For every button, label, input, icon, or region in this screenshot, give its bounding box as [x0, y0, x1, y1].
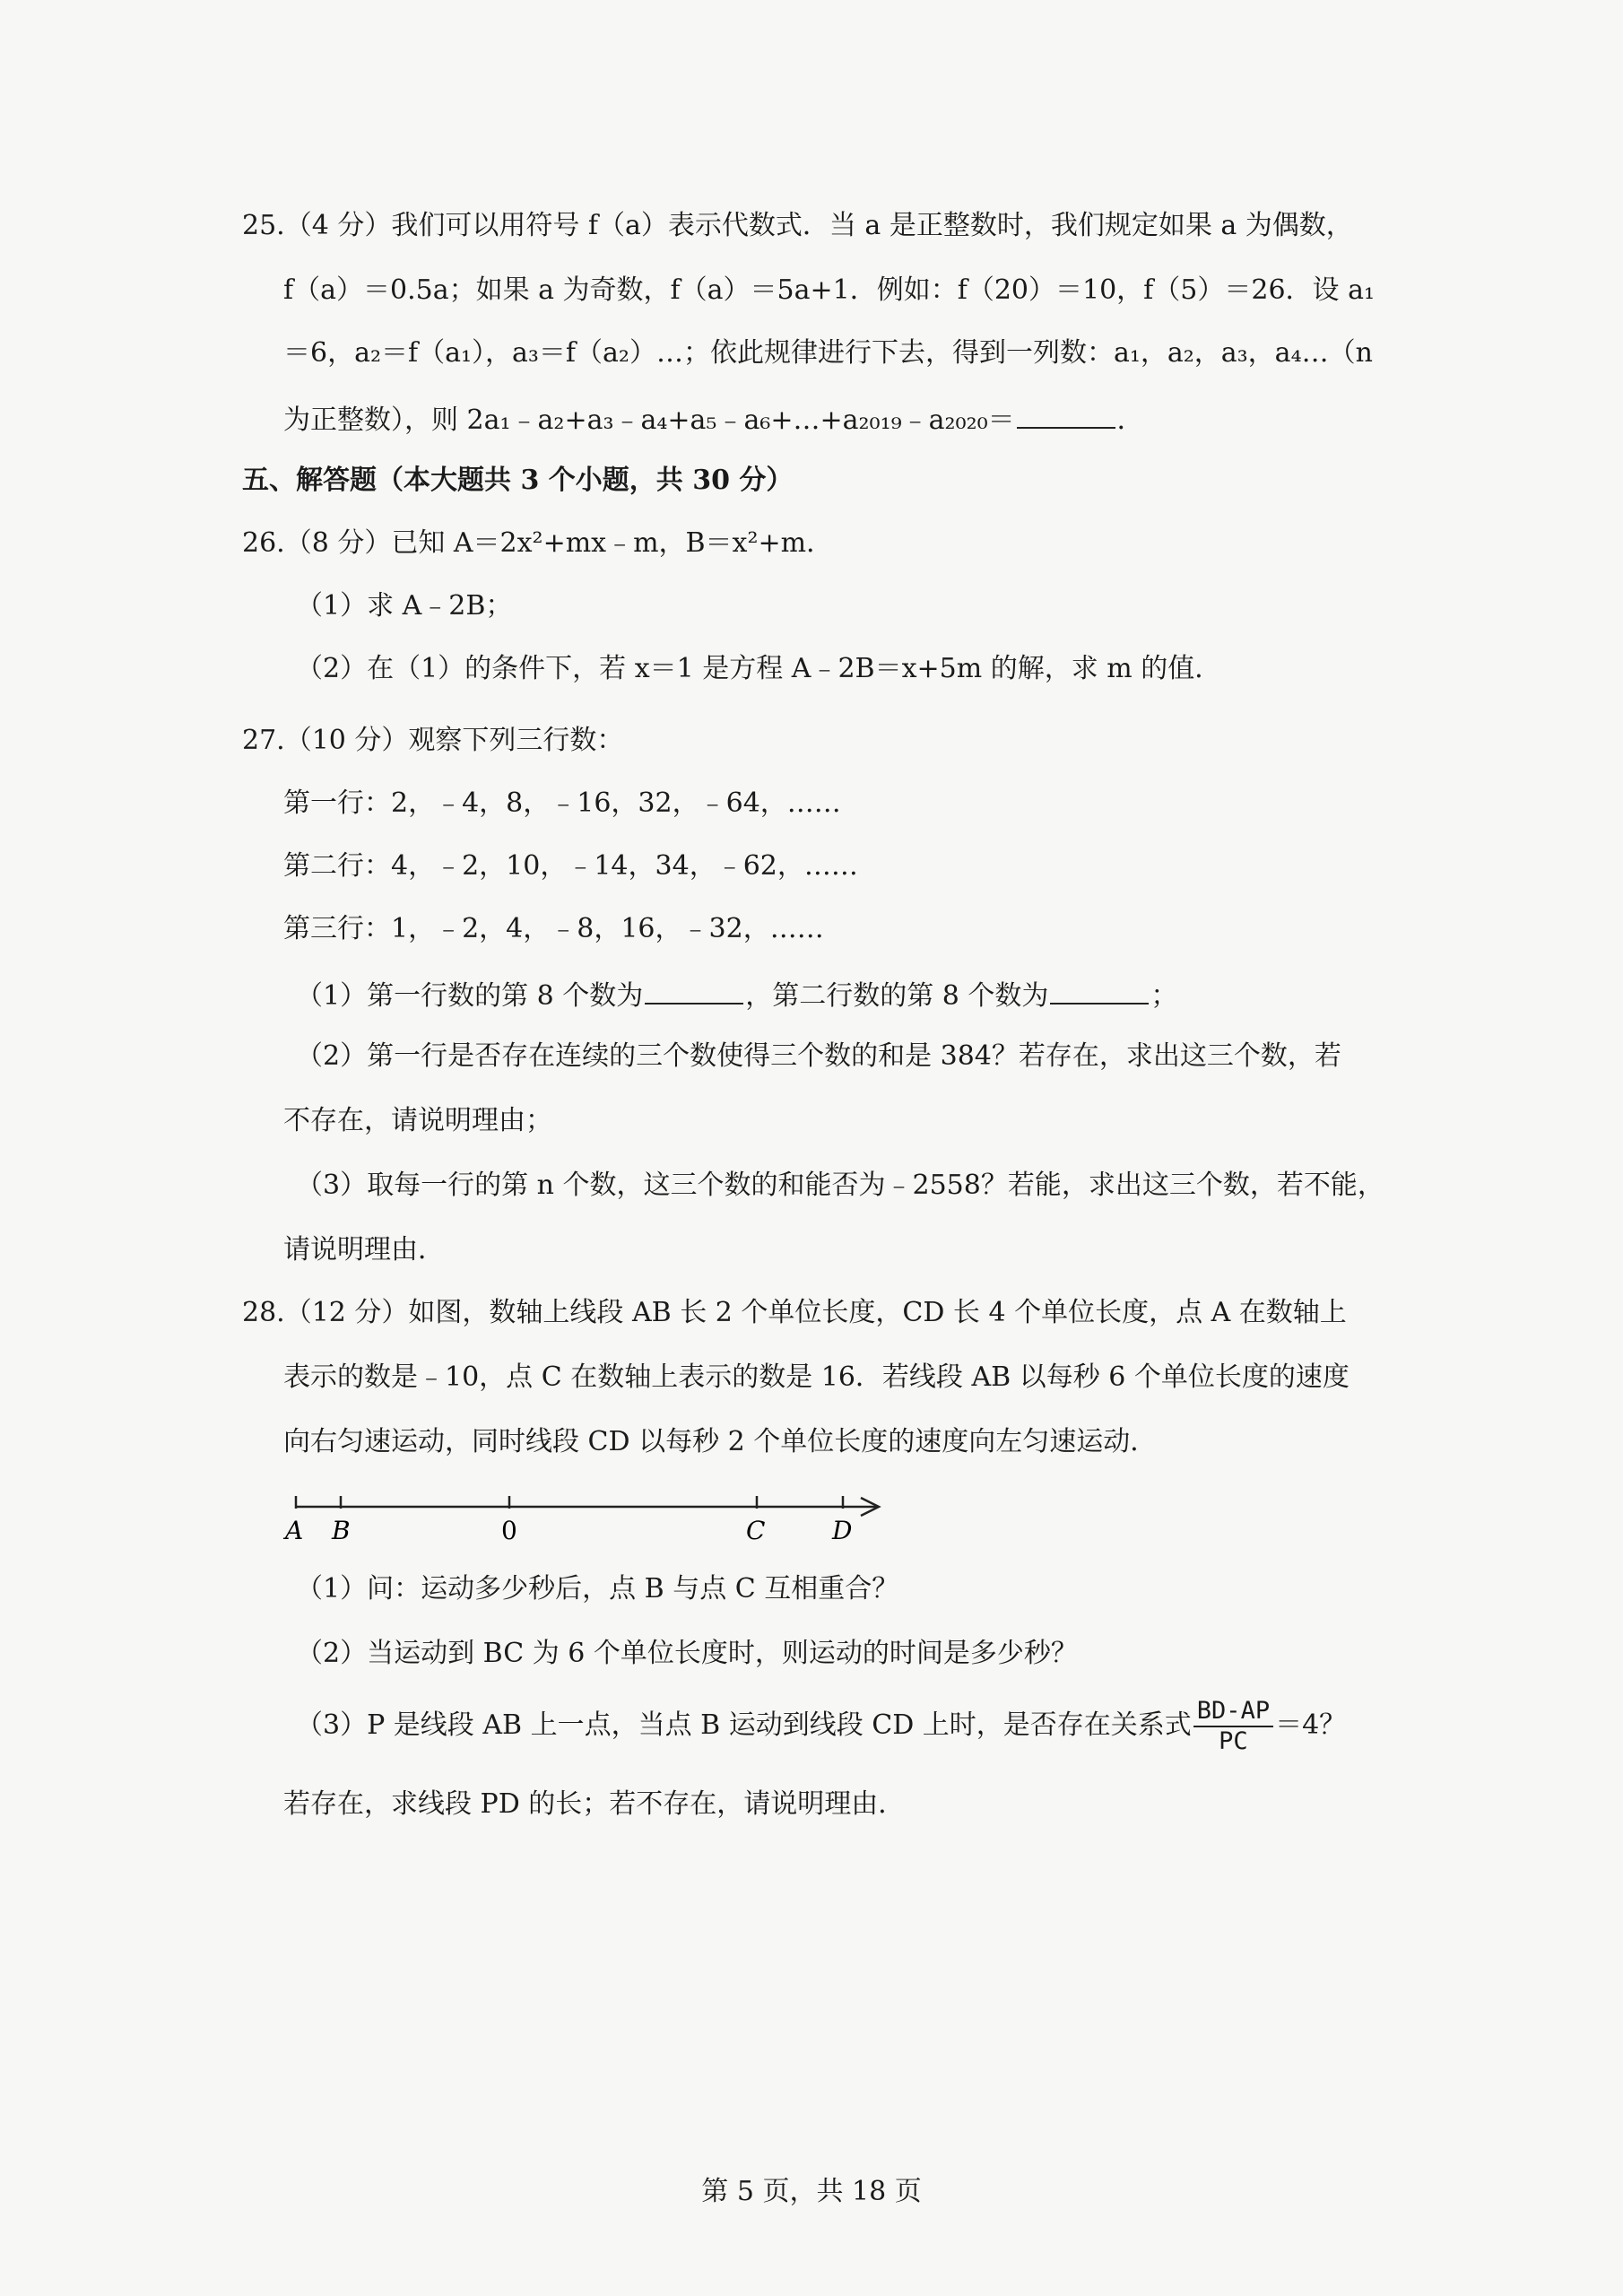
q25-line4-text: 为正整数），则 2a₁﹣a₂+a₃﹣a₄+a₅﹣a₆+…+a₂₀₁₉﹣a₂₀₂₀＝: [283, 404, 1015, 436]
q27-part1-b: ，第二行数的第 8 个数为: [745, 980, 1049, 1012]
q27-part2-line2: 不存在，请说明理由；: [283, 1105, 552, 1136]
label-d: D: [832, 1516, 853, 1545]
label-origin: 0: [501, 1516, 517, 1545]
section-title: 五、解答题（本大题共 3 个小题，共 30 分）: [242, 465, 794, 496]
q27-part3-line1: （3）取每一行的第 n 个数，这三个数的和能否为﹣2558？若能，求出这三个数，若不能，: [296, 1170, 1384, 1201]
q28-stem-line2: 表示的数是﹣10，点 C 在数轴上表示的数是 16．若线段 AB 以每秒 6 个单位长度的速度: [283, 1361, 1350, 1393]
q25-line2: f（a）＝0.5a；如果 a 为奇数，f（a）＝5a+1．例如：f（20）＝10，f（5）＝26．设 a₁: [283, 274, 1375, 306]
q27-blank-2[interactable]: [1050, 976, 1149, 1004]
q27-blank-1[interactable]: [645, 976, 743, 1004]
q27-part2-line1: （2）第一行是否存在连续的三个数使得三个数的和是 384？若存在，求出这三个数，若: [296, 1040, 1341, 1072]
fraction-numerator: BD-AP: [1193, 1697, 1273, 1727]
q27-part3-line2: 请说明理由．: [283, 1234, 445, 1265]
page-footer: 第 5 页，共 18 页: [701, 2176, 922, 2207]
q26-part2: （2）在（1）的条件下，若 x＝1 是方程 A﹣2B＝x+5m 的解，求 m 的值．: [296, 653, 1222, 684]
relation-fraction: [1193, 1697, 1273, 1756]
q27-row2: 第二行：4，﹣2，10，﹣14，34，﹣62，……: [283, 850, 858, 882]
q28-part1: （1）问：运动多少秒后，点 B 与点 C 互相重合？: [296, 1573, 899, 1605]
q25-line4-end: ．: [1116, 404, 1144, 436]
q27-part1-a: （1）第一行数的第 8 个数为: [296, 980, 644, 1012]
q27-row3: 第三行：1，﹣2，4，﹣8，16，﹣32，……: [283, 913, 824, 944]
q26-part1: （1）求 A﹣2B；: [296, 590, 513, 622]
q27-stem: 27.（10 分）观察下列三行数：: [242, 725, 624, 756]
q28-part3-line1: [296, 1697, 1346, 1756]
q25-line4: [283, 400, 1144, 439]
q27-part1: [296, 976, 1177, 1014]
q25-line3: ＝6，a₂＝f（a₁），a₃＝f（a₂）…；依此规律进行下去，得到一列数：a₁，a₂，a₃，a₄…（n: [283, 337, 1373, 369]
q28-part3-text: （3）P 是线段 AB 上一点，当点 B 运动到线段 CD 上时，是否存在关系式: [296, 1709, 1192, 1741]
label-b: B: [332, 1516, 351, 1545]
number-line-figure: [278, 1480, 906, 1561]
q28-part3-eq: ＝4？: [1275, 1709, 1347, 1741]
q28-part3-line2: 若存在，求线段 PD 的长；若不存在，请说明理由．: [283, 1788, 906, 1820]
q25-answer-blank[interactable]: [1017, 400, 1115, 429]
q28-part2: （2）当运动到 BC 为 6 个单位长度时，则运动的时间是多少秒？: [296, 1638, 1078, 1669]
label-c: C: [746, 1516, 766, 1545]
label-a: A: [285, 1516, 304, 1545]
q28-stem-line1: 28.（12 分）如图，数轴上线段 AB 长 2 个单位长度，CD 长 4 个单位长度，点 A 在数轴上: [242, 1297, 1347, 1328]
q26-stem: 26.（8 分）已知 A＝2x²+mx﹣m，B＝x²+m．: [242, 527, 834, 559]
q27-part1-c: ；: [1150, 980, 1178, 1012]
q25-line1: 25.（4 分）我们可以用符号 f（a）表示代数式．当 a 是正整数时，我们规定如果 a 为偶数，: [242, 210, 1353, 241]
q27-row1: 第一行：2，﹣4，8，﹣16，32，﹣64，……: [283, 787, 841, 819]
fraction-denominator: PC: [1219, 1727, 1248, 1755]
q28-stem-line3: 向右匀速运动，同时线段 CD 以每秒 2 个单位长度的速度向左匀速运动．: [283, 1426, 1158, 1457]
